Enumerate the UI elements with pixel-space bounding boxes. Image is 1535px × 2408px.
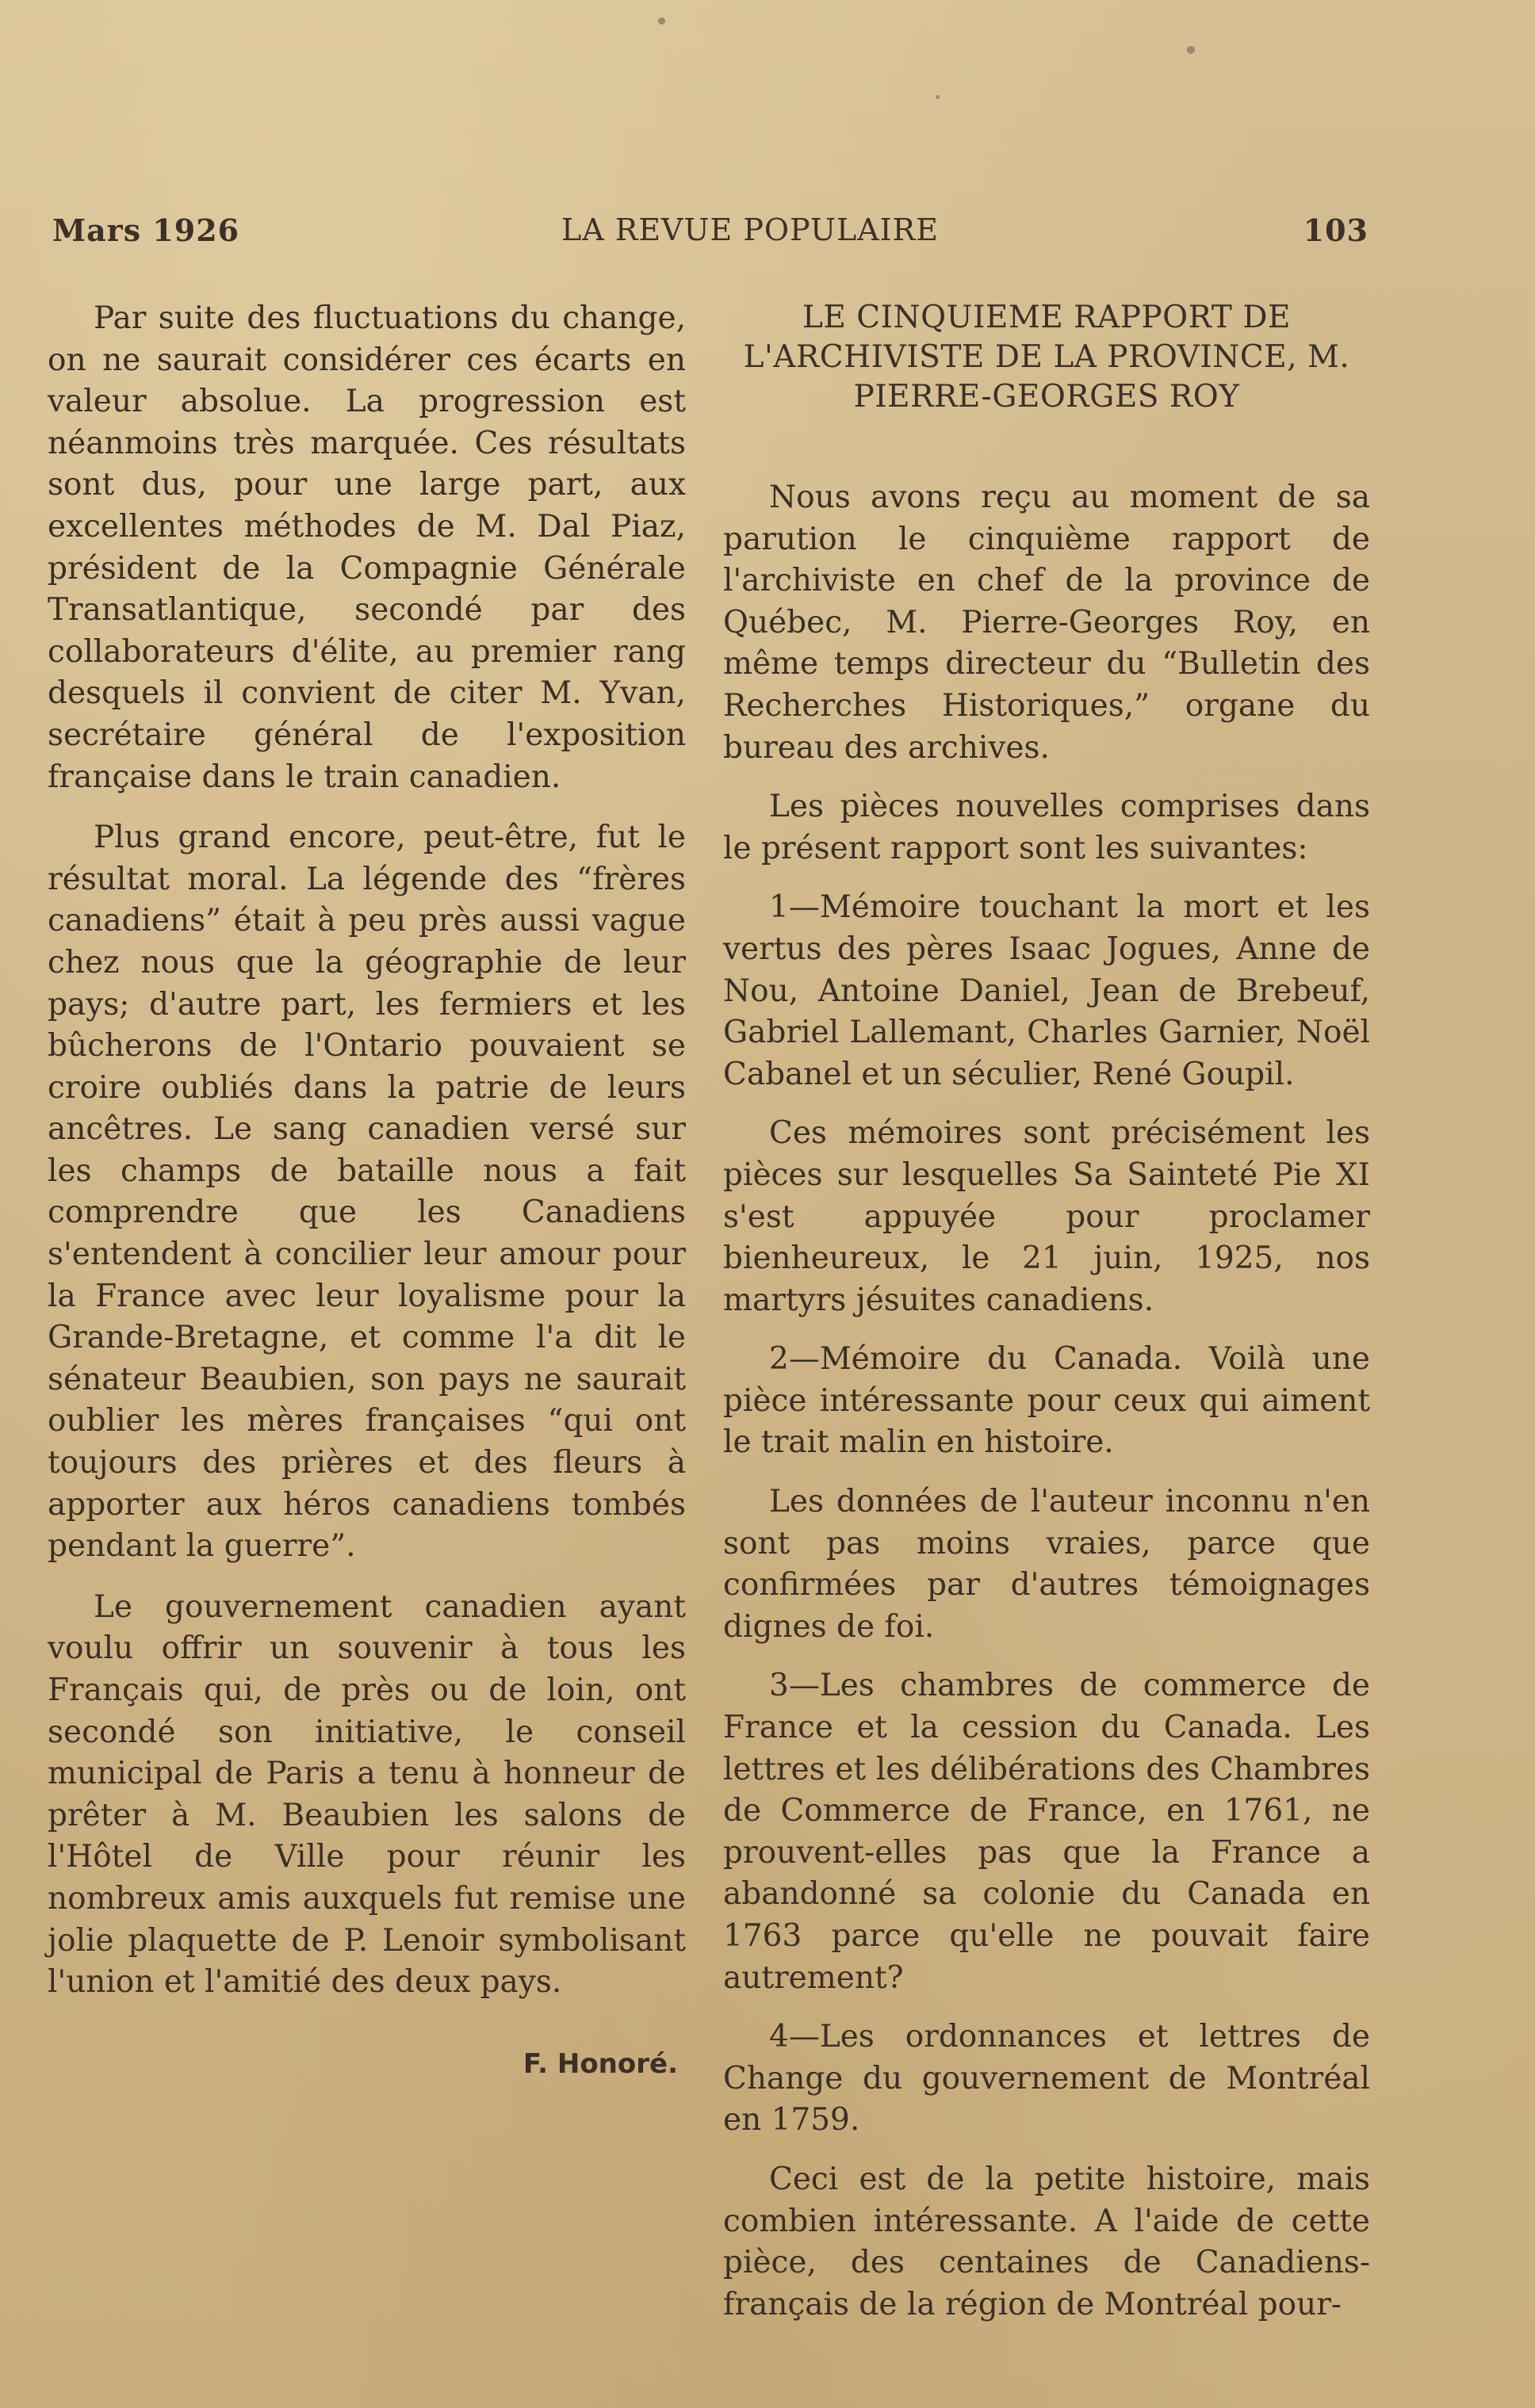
paragraph: Nous avons reçu au moment de sa parution le cinquième rapport de l'archiviste en chef de la province de Québec, M. Pierre-Georges Roy, en même temps directeur du “Bulletin des Recherches Historiques,” organe du bureau des archives.: [723, 480, 1370, 766]
paragraph: Par suite des fluctuations du change, on ne saurait considérer ces écarts en valeur absolue. La progression est néanmoins très marquée. Ces résultats sont dus, pour une large part, aux excellentes méthodes de M. Dal Piaz, président de la Compagnie Générale Transatlantique, secondé par des collaborateurs d'élite, au premier rang desquels il convient de citer M. Yvan, secrétaire général de l'exposition française dans le train canadien.: [48, 300, 686, 795]
paragraph: 2—Mémoire du Canada. Voilà une pièce intéressante pour ceux qui aiment le trait malin en histoire.: [723, 1341, 1370, 1461]
paragraph: 4—Les ordonnances et lettres de Change du gouvernement de Montréal en 1759.: [723, 2019, 1370, 2139]
paragraph: Ces mémoires sont précisément les pièces sur lesquelles Sa Sainteté Pie XI s'est appuyée pour proclamer bienheureux, le 21 juin, 1925, nos martyrs jésuites canadiens.: [723, 1115, 1370, 1318]
paragraph: 3—Les chambres de commerce de France et la cession du Canada. Les lettres et les délibérations des Chambres de Commerce de France, en 1761, ne prouvent-elles pas que la France a abandonné sa colonie du Canada en 1763 parce qu'elle ne pouvait faire autrement?: [723, 1668, 1370, 1996]
right-column: [723, 298, 1370, 2326]
publication-title: LA REVUE POPULAIRE: [561, 212, 940, 247]
left-column: [48, 298, 686, 2085]
author-signature: F. Honoré.: [523, 2047, 678, 2080]
paper-speck: [1187, 46, 1195, 54]
paragraph: Le gouvernement canadien ayant voulu offrir un souvenir à tous les Français qui, de près ou de loin, ont secondé son initiative, le conseil municipal de Paris a tenu à honneur de prêter à M. Beaubien les salons de l'Hôtel de Ville pour réunir les nombreux amis auxquels fut remise une jolie plaquette de P. Lenoir symbolisant l'union et l'amitié des deux pays.: [48, 1588, 686, 2001]
paragraph: Ceci est de la petite histoire, mais combien intéressante. A l'aide de cette pièce, des centaines de Canadiens-français de la région de Montréal pour-: [723, 2161, 1370, 2322]
paragraph: Les données de l'auteur inconnu n'en sont pas moins vraies, parce que confirmées par d'autres témoignages dignes de foi.: [723, 1484, 1370, 1645]
paper-speck: [936, 95, 940, 99]
issue-date: Mars 1926: [52, 212, 240, 248]
paragraph: Plus grand encore, peut-être, fut le résultat moral. La légende des “frères canadiens” était à peu près aussi vague chez nous que la géographie de leur pays; d'autre part, les fermiers et les bûcherons de l'Ontario pouvaient se croire oubliés dans la patrie de leurs ancêtres. Le sang canadien versé sur les champs de bataille nous a fait comprendre que les Canadiens s'entendent à concilier leur amour pour la France avec leur loyalisme pour la Grande-Bretagne, et comme l'a dit le sénateur Beaubien, son pays ne saurait oublier les mères françaises “qui ont toujours des prières et des fleurs à apporter aux héros canadiens tombés pendant la guerre”.: [48, 820, 686, 1565]
paragraph: 1—Mémoire touchant la mort et les vertus des pères Isaac Jogues, Anne de Nou, Antoine Daniel, Jean de Brebeuf, Gabriel Lallemant, Charles Garnier, Noël Cabanel et un séculier, René Goupil.: [723, 889, 1370, 1092]
paragraph: Les pièces nouvelles comprises dans le présent rapport sont les suivantes:: [723, 789, 1370, 866]
page-number: 103: [1303, 212, 1368, 248]
paper-speck: [658, 17, 665, 25]
running-header: [52, 212, 1368, 260]
article-title: LE CINQUIEME RAPPORT DE L'ARCHIVISTE DE LA PROVINCE, M. PIERRE-GEORGES ROY: [743, 300, 1350, 415]
